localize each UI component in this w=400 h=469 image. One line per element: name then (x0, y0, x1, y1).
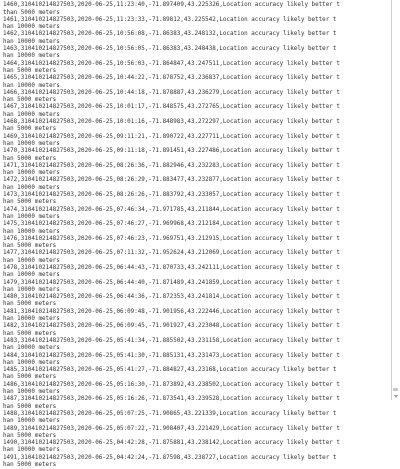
text-line: 1477,310410214827503,2020-06-25,07:11:32,-71.952624,43.212069,Location accuracy likely better t (3, 250, 340, 257)
text-line: han 5000 meters (3, 403, 57, 410)
text-line: han 5000 meters (3, 462, 57, 468)
text-line: 1481,310410214827503,2020-06-25,06:09:48,-71.901956,43.222446,Location accuracy likely better t (3, 308, 340, 315)
text-line: han 10000 meters (3, 170, 60, 177)
text-line: han 10000 meters (3, 257, 60, 264)
text-line: 1469,310410214827503,2020-06-25,09:11:21,-71.890722,43.227711,Location accuracy likely better t (3, 133, 340, 140)
text-line: 1466,310410214827503,2020-06-25,10:44:18,-71.878887,43.236279,Location accuracy likely better t (3, 89, 340, 96)
text-line: han 10000 meters (3, 184, 60, 191)
text-line: han 5000 meters (3, 243, 57, 250)
text-line: 1476,310410214827503,2020-06-25,07:46:23,-71.969751,43.212915,Location accuracy likely better t (3, 235, 340, 242)
chevron-down-icon (394, 395, 398, 398)
text-line: 1489,310410214827503,2020-06-25,05:07:22,-71.908407,43.221429,Location accuracy likely better t (3, 425, 340, 432)
scrollbar-thumb[interactable] (393, 388, 398, 391)
text-line: 1471,310410214827503,2020-06-25,08:26:36,-71.882946,43.232283,Location accuracy likely better t (3, 162, 340, 169)
text-line: han 10000 meters (3, 359, 60, 366)
text-line: han 10000 meters (3, 286, 60, 293)
text-line: 1485,310410214827503,2020-06-25,05:41:27,-71.884827,43.23168,Location accuracy likely better t (3, 367, 337, 374)
text-line: han 10000 meters (3, 228, 60, 235)
text-line: han 5000 meters (3, 199, 57, 206)
text-line: 1461,310410214827503,2020-06-25,11:23:33,-71.89812,43.225542,Location accuracy likely better t (3, 16, 337, 23)
text-line: 1478,310410214827503,2020-06-25,06:44:43,-71.870733,43.242111,Location accuracy likely better t (3, 264, 340, 271)
text-line: han 10000 meters (3, 38, 60, 45)
text-line: 1486,310410214827503,2020-06-25,05:16:30,-71.873892,43.238502,Location accuracy likely better t (3, 381, 340, 388)
text-line: 1465,310410214827503,2020-06-25,10:44:22,-71.878752,43.236837,Location accuracy likely better t (3, 75, 340, 82)
text-line: 1464,310410214827503,2020-06-25,10:56:03,-71.864847,43.247511,Location accuracy likely better t (3, 60, 340, 67)
text-line: 1490,310410214827503,2020-06-25,04:42:28,-71.875881,43.238142,Location accuracy likely better t (3, 440, 340, 447)
scroll-down-button[interactable] (392, 393, 400, 400)
text-line: 1468,310410214827503,2020-06-25,10:01:16,-71.848983,43.272297,Location accuracy likely better t (3, 119, 340, 126)
text-line: 1474,310410214827503,2020-06-25,07:46:34,-71.971785,43.211844,Location accuracy likely better t (3, 206, 340, 213)
text-line: han 10000 meters (3, 316, 60, 323)
text-line: han 5000 meters (3, 67, 57, 74)
text-line: 1491,310410214827503,2020-06-25,04:42:24,-71.87598,43.238727,Location accuracy likely better t (3, 454, 337, 461)
text-line: than 5000 meters (3, 9, 60, 16)
text-line: han 10000 meters (3, 24, 60, 31)
text-line: 1482,310410214827503,2020-06-25,06:09:45,-71.901927,43.223048,Location accuracy likely better t (3, 323, 340, 330)
text-line: 1472,310410214827503,2020-06-25,08:26:29,-71.883477,43.232877,Location accuracy likely better t (3, 177, 340, 184)
text-line: han 10000 meters (3, 213, 60, 220)
text-line: han 10000 meters (3, 140, 60, 147)
text-line: 1480,310410214827503,2020-06-25,06:44:36,-71.872353,43.241814,Location accuracy likely better t (3, 294, 340, 301)
vertical-scrollbar[interactable] (391, 0, 400, 400)
text-line: han 5000 meters (3, 97, 57, 104)
text-line: han 10000 meters (3, 447, 60, 454)
text-line: 1488,310410214827503,2020-06-25,05:07:25,-71.90865,43.221339,Location accuracy likely better t (3, 410, 337, 417)
text-line: han 10000 meters (3, 82, 60, 89)
text-line: han 5000 meters (3, 330, 57, 337)
text-line: han 5000 meters (3, 301, 57, 308)
text-line: 1462,310410214827503,2020-06-25,10:56:08,-71.86383,43.248132,Location accuracy likely better t (3, 31, 337, 38)
text-line: han 5000 meters (3, 155, 57, 162)
text-line: 1487,310410214827503,2020-06-25,05:16:26,-71.873541,43.239528,Location accuracy likely better t (3, 396, 340, 403)
text-line: 1463,310410214827503,2020-06-25,10:56:05,-71.86383,43.248438,Location accuracy likely better t (3, 46, 337, 53)
text-line: han 10000 meters (3, 345, 60, 352)
text-line: han 5000 meters (3, 374, 57, 381)
text-line: han 10000 meters (3, 389, 60, 396)
text-line: 1460,310410214827503,2020-06-25,11:23:40,-71.897409,43.225326,Location accuracy likely better t (3, 2, 340, 9)
text-line: han 10000 meters (3, 272, 60, 279)
text-line: han 10000 meters (3, 53, 60, 60)
text-line: 1473,310410214827503,2020-06-25,08:26:26,-71.883792,43.233057,Location accuracy likely better t (3, 192, 340, 199)
text-line: 1484,310410214827503,2020-06-25,05:41:30,-71.885131,43.231473,Location accuracy likely better t (3, 352, 340, 359)
text-line: han 5000 meters (3, 432, 57, 439)
text-line: han 10000 meters (3, 418, 60, 425)
text-line: 1475,310410214827503,2020-06-25,07:46:27,-71.969968,43.212184,Location accuracy likely better t (3, 221, 340, 228)
text-line: han 10000 meters (3, 111, 60, 118)
text-line: 1467,310410214827503,2020-06-25,10:01:17,-71.848575,43.272765,Location accuracy likely better t (3, 104, 340, 111)
text-line: 1470,310410214827503,2020-06-25,09:11:18,-71.891451,43.227486,Location accuracy likely better t (3, 148, 340, 155)
text-line: han 5000 meters (3, 126, 57, 133)
text-line: 1479,310410214827503,2020-06-25,06:44:40,-71.871489,43.241859,Location accuracy likely better t (3, 279, 340, 286)
text-line: 1483,310410214827503,2020-06-25,05:41:34,-71.885502,43.231158,Location accuracy likely better t (3, 337, 340, 344)
